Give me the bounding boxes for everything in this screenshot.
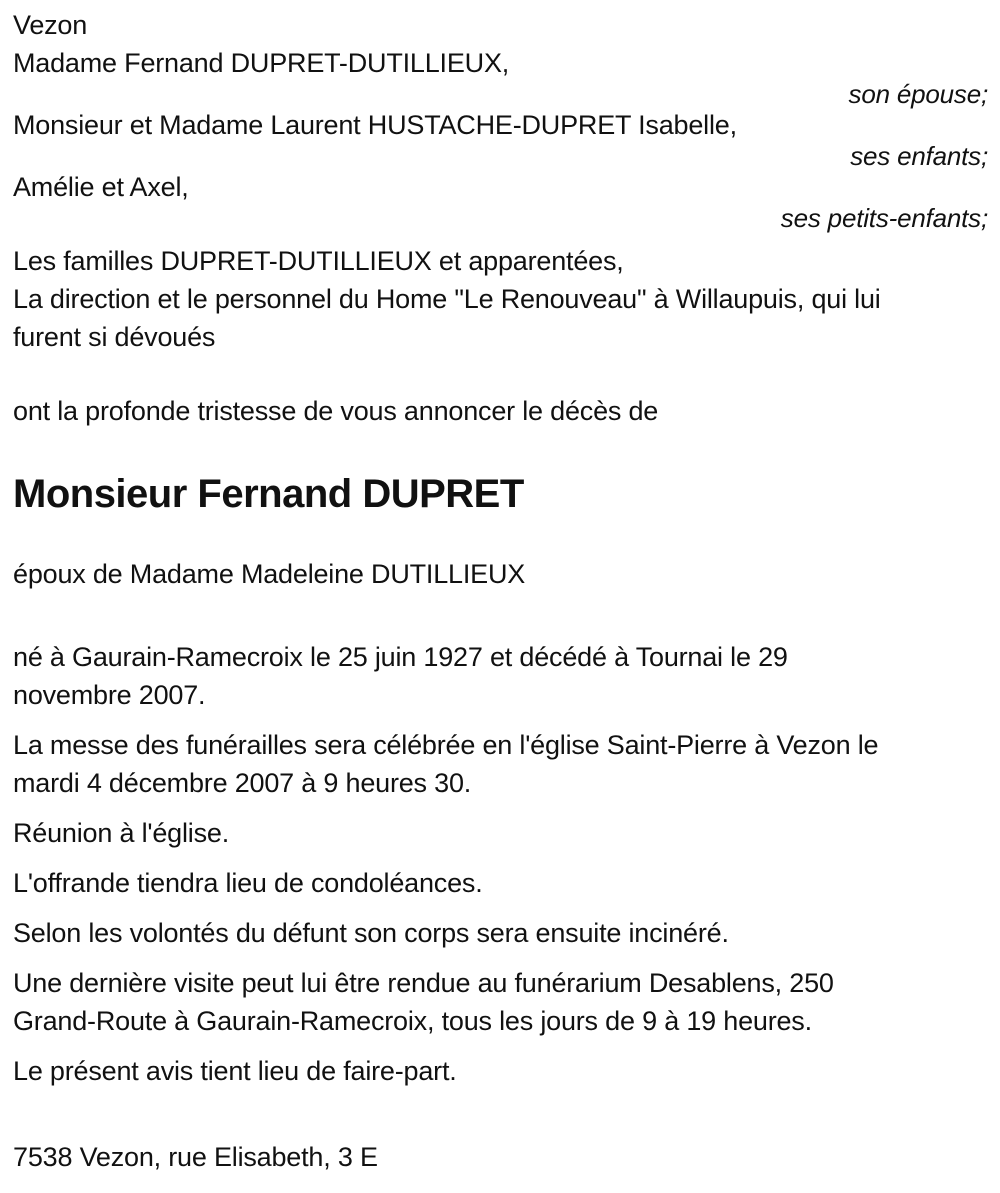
relation-label-children: ses enfants; <box>850 141 988 171</box>
staff-line-2: furent si dévoués <box>13 322 216 352</box>
offering-line: L'offrande tiendra lieu de condoléances. <box>13 868 483 898</box>
announcement-line: ont la profonde tristesse de vous annoncer le décès de <box>13 396 659 426</box>
mourner-line-grandchildren: Amélie et Axel, <box>13 172 189 202</box>
relation-label-grandchildren: ses petits-enfants; <box>780 203 988 233</box>
church-meeting-line: Réunion à l'église. <box>13 818 229 848</box>
visitation-line-1: Une dernière visite peut lui être rendue au funérarium Desablens, 250 <box>13 968 834 998</box>
deceased-name-heading: Monsieur Fernand DUPRET <box>13 472 524 516</box>
mourner-line-children: Monsieur et Madame Laurent HUSTACHE-DUPRET Isabelle, <box>13 110 737 140</box>
cremation-line: Selon les volontés du défunt son corps sera ensuite incinéré. <box>13 918 729 948</box>
birth-death-line-2: novembre 2007. <box>13 680 206 710</box>
mourner-line-spouse: Madame Fernand DUPRET-DUTILLIEUX, <box>13 48 510 78</box>
relation-label-spouse: son épouse; <box>848 79 988 109</box>
place-line: Vezon <box>13 10 88 40</box>
staff-line-1: La direction et le personnel du Home "Le Renouveau" à Willaupuis, qui lui <box>13 284 881 314</box>
notice-line: Le présent avis tient lieu de faire-part. <box>13 1056 457 1086</box>
families-line: Les familles DUPRET-DUTILLIEUX et apparentées, <box>13 246 624 276</box>
funeral-mass-line-1: La messe des funérailles sera célébrée en l'église Saint-Pierre à Vezon le <box>13 730 879 760</box>
address-line: 7538 Vezon, rue Elisabeth, 3 E <box>13 1142 378 1172</box>
birth-death-line-1: né à Gaurain-Ramecroix le 25 juin 1927 et décédé à Tournai le 29 <box>13 642 788 672</box>
visitation-line-2: Grand-Route à Gaurain-Ramecroix, tous les jours de 9 à 19 heures. <box>13 1006 812 1036</box>
spouse-line: époux de Madame Madeleine DUTILLIEUX <box>13 559 526 589</box>
funeral-mass-line-2: mardi 4 décembre 2007 à 9 heures 30. <box>13 768 472 798</box>
